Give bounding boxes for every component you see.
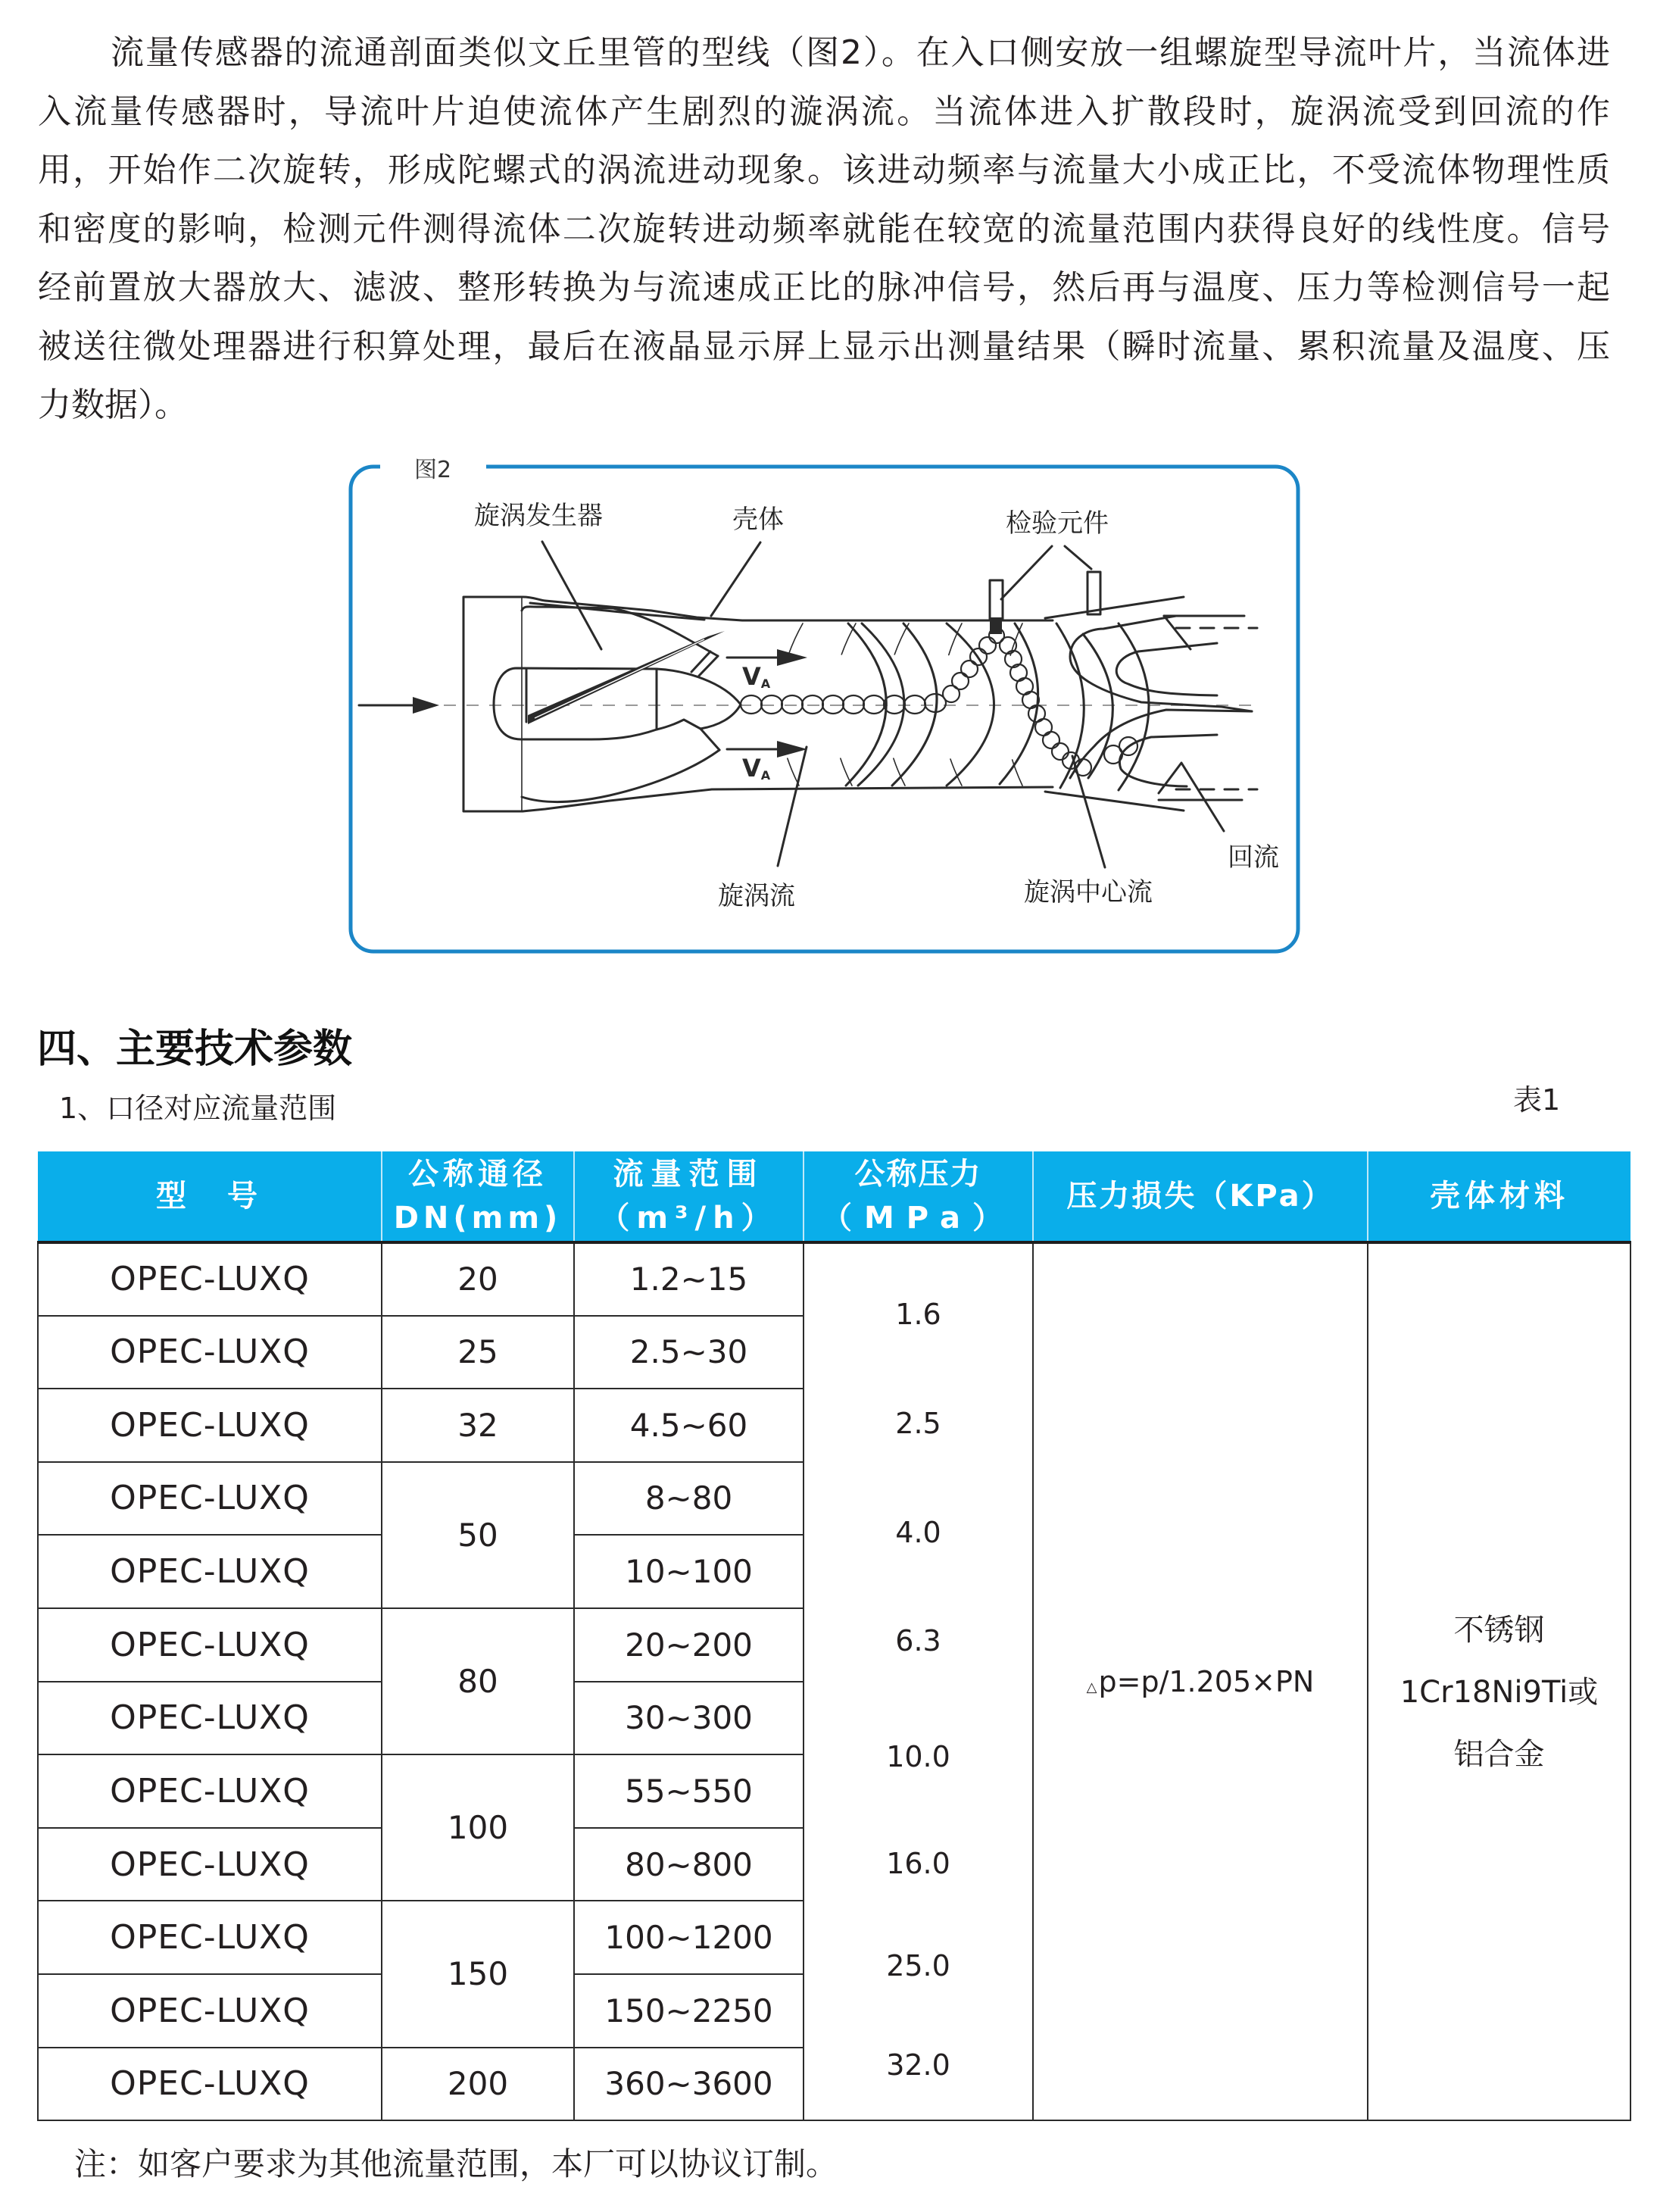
paragraph-line: 和密度的影响，检测元件测得流体二次旋转进动频率就能在较宽的流量范围内获得良好的线性度。信号 bbox=[38, 209, 1610, 248]
header-dn-unit: DN(mm) bbox=[393, 1201, 563, 1236]
paragraph-line: 力数据）。 bbox=[38, 386, 188, 424]
table-header-row bbox=[38, 1151, 1630, 1242]
pressure-value: 4.0 bbox=[895, 1516, 941, 1549]
header-pressure-label: 公称压力 bbox=[854, 1157, 982, 1192]
pressure-value: 6.3 bbox=[895, 1624, 941, 1657]
footnote: 注：如客户要求为其他流量范围，本厂可以协议订制。 bbox=[74, 2145, 838, 2182]
pressure-value: 32.0 bbox=[886, 2048, 950, 2082]
model-cell: OPEC-LUXQ bbox=[38, 1242, 382, 1316]
vortex-helix bbox=[741, 628, 1137, 776]
paragraph-line: 被送往微处理器进行积算处理，最后在液晶显示屏上显示出测量结果（瞬时流量、累积流量及温度、压 bbox=[38, 326, 1610, 366]
velocity-label: V bbox=[742, 662, 761, 691]
flow-range-cell: 2.5~30 bbox=[574, 1316, 804, 1389]
intro-paragraph bbox=[38, 23, 1610, 435]
flow-range-cell: 55~550 bbox=[574, 1754, 804, 1828]
model-cell: OPEC-LUXQ bbox=[38, 1462, 382, 1536]
header-nominal-pressure bbox=[804, 1151, 1033, 1242]
dn-cell: 100 bbox=[382, 1754, 574, 1901]
header-loss-label: 压力损失（KPa） bbox=[1066, 1179, 1334, 1214]
model-cell: OPEC-LUXQ bbox=[38, 1389, 382, 1462]
flow-range-table bbox=[37, 1151, 1631, 2121]
pressure-value: 2.5 bbox=[895, 1407, 941, 1440]
material-line: 铝合金 bbox=[1453, 1737, 1545, 1772]
table-label: 表1 bbox=[1513, 1083, 1561, 1117]
flow-range-cell: 80~800 bbox=[574, 1828, 804, 1901]
model-cell: OPEC-LUXQ bbox=[38, 1754, 382, 1828]
figure-2-diagram bbox=[333, 447, 1318, 970]
pressure-value: 10.0 bbox=[886, 1740, 950, 1773]
label-housing: 壳体 bbox=[732, 505, 784, 535]
model-cell: OPEC-LUXQ bbox=[38, 1901, 382, 1974]
velocity-arrow-lower bbox=[727, 741, 807, 783]
paragraph-line: 流量传感器的流通剖面类似文丘里管的型线（图2）。在入口侧安放一组螺旋型导流叶片，当流体进 bbox=[111, 33, 1610, 72]
header-model bbox=[38, 1151, 382, 1242]
model-cell: OPEC-LUXQ bbox=[38, 1535, 382, 1608]
flow-range-cell: 360~3600 bbox=[574, 2048, 804, 2121]
svg-text:VA bbox=[742, 662, 771, 691]
model-cell: OPEC-LUXQ bbox=[38, 1682, 382, 1755]
header-nominal-diameter bbox=[382, 1151, 574, 1242]
dn-cell: 25 bbox=[382, 1316, 574, 1389]
dn-cell: 80 bbox=[382, 1608, 574, 1754]
sensing-elements bbox=[990, 572, 1100, 634]
label-sensing-element: 检验元件 bbox=[1006, 508, 1109, 539]
section-title: 四、主要技术参数 bbox=[37, 1026, 353, 1072]
header-housing-material bbox=[1368, 1151, 1630, 1242]
dn-cell: 150 bbox=[382, 1901, 574, 2047]
paragraph-line: 入流量传感器时，导流叶片迫使流体产生剧烈的漩涡流。当流体进入扩散段时，旋涡流受到回流的作 bbox=[38, 92, 1610, 131]
label-vortex-center-flow: 旋涡中心流 bbox=[1024, 877, 1153, 908]
backflow-lines bbox=[1070, 616, 1252, 786]
flow-range-cell: 4.5~60 bbox=[574, 1389, 804, 1462]
flow-range-cell: 100~1200 bbox=[574, 1901, 804, 1974]
svg-text:VA bbox=[742, 754, 771, 783]
nominal-pressure-cell bbox=[804, 1242, 1033, 2120]
pressure-value: 25.0 bbox=[886, 1949, 950, 1982]
dn-cell: 20 bbox=[382, 1242, 574, 1316]
pressure-loss-formula: p=p/1.205×PN bbox=[1098, 1665, 1315, 1698]
header-flow-range bbox=[574, 1151, 804, 1242]
header-dn-label: 公称通径 bbox=[408, 1157, 548, 1192]
pressure-loss-cell bbox=[1033, 1242, 1368, 2120]
header-flow-unit: （m³/h） bbox=[599, 1201, 779, 1236]
label-backflow: 回流 bbox=[1228, 842, 1279, 873]
flow-range-cell: 150~2250 bbox=[574, 1974, 804, 2048]
velocity-arrow-upper bbox=[727, 649, 807, 691]
delta-icon: △ bbox=[1086, 1679, 1097, 1695]
velocity-subscript: A bbox=[760, 768, 771, 783]
dn-cell: 200 bbox=[382, 2048, 574, 2121]
pressure-value: 1.6 bbox=[895, 1298, 941, 1331]
housing-material-cell bbox=[1368, 1242, 1630, 2120]
swirl-arcs bbox=[779, 623, 1149, 790]
dn-cell: 50 bbox=[382, 1462, 574, 1608]
velocity-subscript: A bbox=[760, 676, 771, 691]
table-row bbox=[38, 1242, 1630, 1316]
label-swirl-flow: 旋涡流 bbox=[718, 881, 795, 911]
dn-cell: 32 bbox=[382, 1389, 574, 1462]
header-pressure-loss bbox=[1033, 1151, 1368, 1242]
header-flow-label: 流量范围 bbox=[613, 1157, 765, 1192]
paragraph-line: 用，开始作二次旋转，形成陀螺式的涡流进动现象。该进动频率与流量大小成正比，不受流体物理性质 bbox=[38, 151, 1610, 189]
material-line: 不锈钢 bbox=[1453, 1613, 1545, 1648]
pressure-value: 16.0 bbox=[886, 1847, 950, 1880]
header-model-label: 型 号 bbox=[156, 1179, 263, 1214]
model-cell: OPEC-LUXQ bbox=[38, 1608, 382, 1682]
material-line: 1Cr18Ni9Ti或 bbox=[1400, 1675, 1599, 1710]
label-vortex-generator: 旋涡发生器 bbox=[474, 501, 603, 531]
model-cell: OPEC-LUXQ bbox=[38, 2048, 382, 2121]
flow-range-cell: 1.2~15 bbox=[574, 1242, 804, 1316]
paragraph-line: 经前置放大器放大、滤波、整形转换为与流速成正比的脉冲信号，然后再与温度、压力等检测信号一起 bbox=[38, 268, 1610, 307]
inlet-flow-arrow-icon bbox=[359, 697, 439, 714]
header-pressure-unit: （MPa） bbox=[821, 1201, 1016, 1236]
flow-range-cell: 20~200 bbox=[574, 1608, 804, 1682]
flow-range-cell: 30~300 bbox=[574, 1682, 804, 1755]
flow-range-cell: 8~80 bbox=[574, 1462, 804, 1536]
header-material-label: 壳体材料 bbox=[1430, 1179, 1569, 1214]
flow-range-cell: 10~100 bbox=[574, 1535, 804, 1608]
model-cell: OPEC-LUXQ bbox=[38, 1316, 382, 1389]
model-cell: OPEC-LUXQ bbox=[38, 1974, 382, 2048]
figure-number: 图2 bbox=[414, 457, 452, 483]
model-cell: OPEC-LUXQ bbox=[38, 1828, 382, 1901]
velocity-label: V bbox=[742, 754, 761, 783]
section-subtitle: 1、口径对应流量范围 bbox=[59, 1092, 337, 1125]
